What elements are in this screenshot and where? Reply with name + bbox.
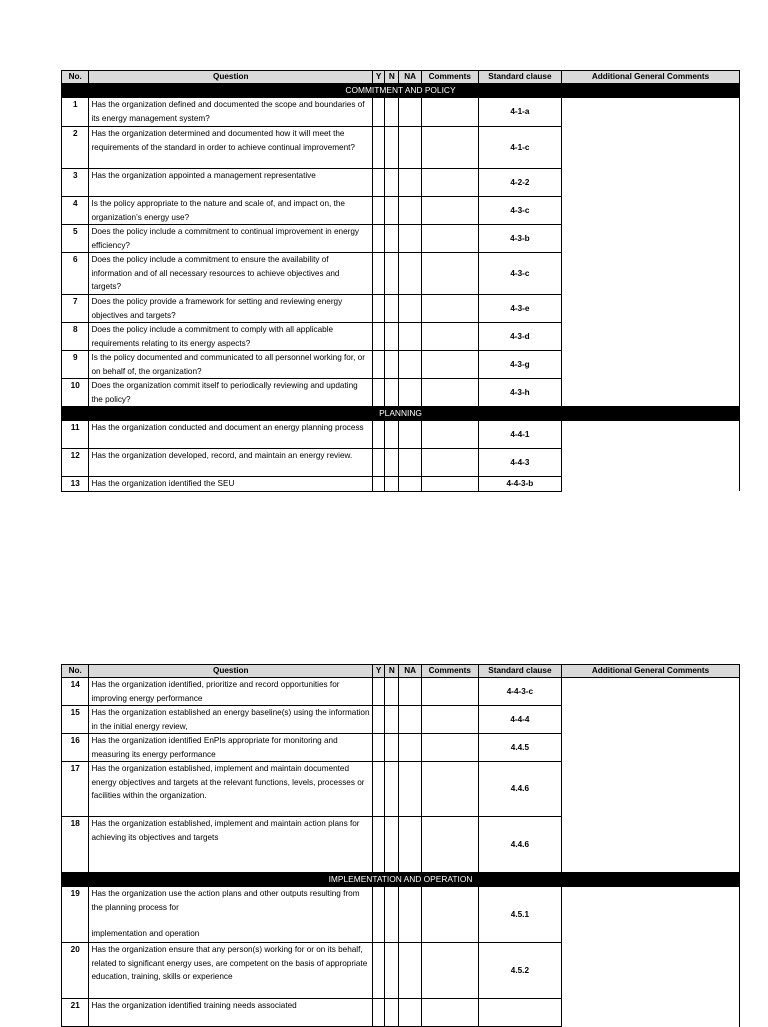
row-clause: 4-3-b [478, 225, 561, 253]
cell-n[interactable] [385, 127, 399, 169]
cell-na[interactable] [399, 98, 421, 127]
cell-n[interactable] [385, 351, 399, 379]
cell-na[interactable] [399, 169, 421, 197]
cell-comments[interactable] [421, 449, 478, 477]
cell-n[interactable] [385, 169, 399, 197]
additional-comments-cell[interactable] [562, 887, 740, 1027]
row-clause: 4-3-c [478, 253, 561, 295]
cell-na[interactable] [399, 421, 421, 449]
row-question: Is the policy documented and communicated to all personnel working for, or on behalf of, the organization? [89, 351, 373, 379]
row-question: Has the organization established an energy baseline(s) using the information in the initial energy review, [89, 706, 373, 734]
row-number: 3 [62, 169, 89, 197]
checklist-table-1 [61, 70, 740, 492]
row-number: 5 [62, 225, 89, 253]
row-question: Has the organization established, implement and maintain action plans for achieving its objectives and targets [89, 817, 373, 873]
row-question: Does the policy include a commitment to ensure the availability of information and of all necessary resources to achieve objectives and targets? [89, 253, 373, 295]
row-clause: 4-3-e [478, 295, 561, 323]
cell-n[interactable] [385, 98, 399, 127]
row-clause: 4-4-1 [478, 421, 561, 449]
additional-comments-cell[interactable] [562, 678, 740, 873]
cell-y[interactable] [373, 449, 385, 477]
cell-n[interactable] [385, 887, 399, 943]
cell-comments[interactable] [421, 734, 478, 762]
cell-n[interactable] [385, 323, 399, 351]
cell-y[interactable] [373, 734, 385, 762]
header-clause: Standard clause [478, 71, 561, 84]
row-number: 10 [62, 379, 89, 407]
cell-na[interactable] [399, 253, 421, 295]
row-number: 14 [62, 678, 89, 706]
row-number: 8 [62, 323, 89, 351]
row-clause: 4-4-4 [478, 706, 561, 734]
header-y: Y [373, 71, 385, 84]
row-question-continuation: implementation and operation [91, 929, 200, 938]
row-clause: 4-1-a [478, 98, 561, 127]
additional-comments-cell[interactable] [562, 98, 740, 407]
cell-n[interactable] [385, 295, 399, 323]
row-clause: 4-4-3-c [478, 678, 561, 706]
header-n: N [385, 71, 399, 84]
header-na: NA [399, 71, 421, 84]
row-question: Does the policy include a commitment to continual improvement in energy efficiency? [89, 225, 373, 253]
cell-na[interactable] [399, 943, 421, 999]
row-clause: 4.5.2 [478, 943, 561, 999]
cell-y[interactable] [373, 295, 385, 323]
section-header-implementation [62, 873, 740, 887]
row-question: Is the policy appropriate to the nature and scale of, and impact on, the organization’s energy use? [89, 197, 373, 225]
cell-y[interactable] [373, 253, 385, 295]
cell-na[interactable] [399, 477, 421, 492]
cell-n[interactable] [385, 225, 399, 253]
row-question: Has the organization conducted and document an energy planning process [89, 421, 373, 449]
section-header-planning [62, 407, 740, 421]
additional-comments-cell[interactable] [562, 421, 740, 492]
row-clause: 4-3-d [478, 323, 561, 351]
row-question: Has the organization identified the SEU [89, 477, 373, 492]
cell-comments[interactable] [421, 477, 478, 492]
cell-n[interactable] [385, 762, 399, 817]
cell-na[interactable] [399, 127, 421, 169]
cell-comments[interactable] [421, 197, 478, 225]
cell-na[interactable] [399, 762, 421, 817]
row-number: 9 [62, 351, 89, 379]
header-question: Question [89, 665, 373, 678]
header-question: Question [89, 71, 373, 84]
cell-y[interactable] [373, 817, 385, 873]
cell-n[interactable] [385, 734, 399, 762]
row-question: Has the organization identified EnPIs appropriate for monitoring and measuring its energy performance [89, 734, 373, 762]
row-clause: 4.4.6 [478, 762, 561, 817]
cell-na[interactable] [399, 295, 421, 323]
checklist-table-2 [61, 664, 740, 1027]
cell-comments[interactable] [421, 169, 478, 197]
cell-y[interactable] [373, 197, 385, 225]
row-question: Has the organization determined and documented how it will meet the requirements of the standard in order to achieve continual improvement? [89, 127, 373, 169]
cell-n[interactable] [385, 449, 399, 477]
cell-n[interactable] [385, 197, 399, 225]
row-number: 11 [62, 421, 89, 449]
header-additional: Additional General Comments [562, 665, 740, 678]
row-number: 17 [62, 762, 89, 817]
cell-na[interactable] [399, 999, 421, 1027]
header-no: No. [62, 665, 89, 678]
cell-n[interactable] [385, 943, 399, 999]
cell-y[interactable] [373, 323, 385, 351]
header-na: NA [399, 665, 421, 678]
cell-na[interactable] [399, 379, 421, 407]
row-question: Does the policy provide a framework for setting and reviewing energy objectives and targets? [89, 295, 373, 323]
cell-y[interactable] [373, 706, 385, 734]
row-clause: 4-3-h [478, 379, 561, 407]
row-question: Has the organization identified, prioritize and record opportunities for improving energy performance [89, 678, 373, 706]
section-header-commitment [62, 84, 740, 98]
cell-y[interactable] [373, 887, 385, 943]
row-number: 1 [62, 98, 89, 127]
header-no: No. [62, 71, 89, 84]
row-number: 16 [62, 734, 89, 762]
row-clause: 4.4.5 [478, 734, 561, 762]
cell-comments[interactable] [421, 706, 478, 734]
cell-n[interactable] [385, 817, 399, 873]
cell-y[interactable] [373, 225, 385, 253]
cell-y[interactable] [373, 943, 385, 999]
cell-comments[interactable] [421, 762, 478, 817]
row-clause: 4-3-g [478, 351, 561, 379]
row-number: 7 [62, 295, 89, 323]
cell-comments[interactable] [421, 323, 478, 351]
row-question: Does the organization commit itself to periodically reviewing and updating the policy? [89, 379, 373, 407]
row-clause: 4.4.6 [478, 817, 561, 873]
row-clause: 4-4-3-b [478, 477, 561, 492]
cell-y[interactable] [373, 379, 385, 407]
row-question [89, 887, 373, 943]
row-question: Has the organization defined and documented the scope and boundaries of its energy management system? [89, 98, 373, 127]
cell-na[interactable] [399, 817, 421, 873]
cell-na[interactable] [399, 197, 421, 225]
cell-y[interactable] [373, 762, 385, 817]
cell-comments[interactable] [421, 943, 478, 999]
row-number: 20 [62, 943, 89, 999]
cell-y[interactable] [373, 127, 385, 169]
section-title: COMMITMENT AND POLICY [62, 84, 740, 98]
cell-y[interactable] [373, 169, 385, 197]
cell-n[interactable] [385, 379, 399, 407]
cell-y[interactable] [373, 999, 385, 1027]
header-clause: Standard clause [478, 665, 561, 678]
row-clause: 4-3-c [478, 197, 561, 225]
table-row [62, 421, 740, 449]
cell-comments[interactable] [421, 127, 478, 169]
cell-n[interactable] [385, 421, 399, 449]
cell-comments[interactable] [421, 379, 478, 407]
cell-comments[interactable] [421, 999, 478, 1027]
row-question: Has the organization identified training needs associated [89, 999, 373, 1027]
cell-n[interactable] [385, 999, 399, 1027]
cell-comments[interactable] [421, 225, 478, 253]
cell-na[interactable] [399, 323, 421, 351]
header-comments: Comments [421, 71, 478, 84]
row-clause: 4-2-2 [478, 169, 561, 197]
cell-comments[interactable] [421, 887, 478, 943]
row-number: 12 [62, 449, 89, 477]
row-number: 18 [62, 817, 89, 873]
cell-comments[interactable] [421, 295, 478, 323]
header-n: N [385, 665, 399, 678]
cell-n[interactable] [385, 678, 399, 706]
cell-n[interactable] [385, 477, 399, 492]
cell-comments[interactable] [421, 98, 478, 127]
row-clause: 4-4-3 [478, 449, 561, 477]
cell-comments[interactable] [421, 421, 478, 449]
table-header-row [62, 71, 740, 84]
section-title: IMPLEMENTATION AND OPERATION [62, 873, 740, 887]
header-comments: Comments [421, 665, 478, 678]
row-question: Has the organization appointed a management representative [89, 169, 373, 197]
cell-n[interactable] [385, 706, 399, 734]
row-number: 15 [62, 706, 89, 734]
cell-na[interactable] [399, 678, 421, 706]
cell-na[interactable] [399, 225, 421, 253]
row-number: 2 [62, 127, 89, 169]
row-question-line: Has the organization use the action plans and other outputs resulting from the planning process for [91, 889, 360, 912]
header-y: Y [373, 665, 385, 678]
table-row [62, 678, 740, 706]
cell-na[interactable] [399, 449, 421, 477]
cell-y[interactable] [373, 477, 385, 492]
row-question: Has the organization ensure that any person(s) working for or on its behalf, related to significant energy uses, are competent on the basis of appropriate education, training, skills or experience [89, 943, 373, 999]
table-row [62, 887, 740, 943]
cell-comments[interactable] [421, 817, 478, 873]
row-clause: 4-1-c [478, 127, 561, 169]
cell-y[interactable] [373, 351, 385, 379]
row-number: 19 [62, 887, 89, 943]
row-number: 21 [62, 999, 89, 1027]
header-additional: Additional General Comments [562, 71, 740, 84]
table-header-row [62, 665, 740, 678]
row-number: 13 [62, 477, 89, 492]
table-row [62, 98, 740, 127]
cell-y[interactable] [373, 421, 385, 449]
cell-y[interactable] [373, 98, 385, 127]
cell-comments[interactable] [421, 253, 478, 295]
row-clause [478, 999, 561, 1027]
row-clause: 4.5.1 [478, 887, 561, 943]
cell-na[interactable] [399, 351, 421, 379]
row-question: Has the organization established, implement and maintain documented energy objectives and targets at the relevant functions, levels, processes or facilities within the organization. [89, 762, 373, 817]
row-number: 4 [62, 197, 89, 225]
section-title: PLANNING [62, 407, 740, 421]
cell-y[interactable] [373, 678, 385, 706]
cell-na[interactable] [399, 734, 421, 762]
cell-comments[interactable] [421, 678, 478, 706]
row-question: Does the policy include a commitment to comply with all applicable requirements relating to its energy aspects? [89, 323, 373, 351]
row-number: 6 [62, 253, 89, 295]
cell-na[interactable] [399, 706, 421, 734]
cell-n[interactable] [385, 253, 399, 295]
cell-na[interactable] [399, 887, 421, 943]
cell-comments[interactable] [421, 351, 478, 379]
row-question: Has the organization developed, record, and maintain an energy review. [89, 449, 373, 477]
